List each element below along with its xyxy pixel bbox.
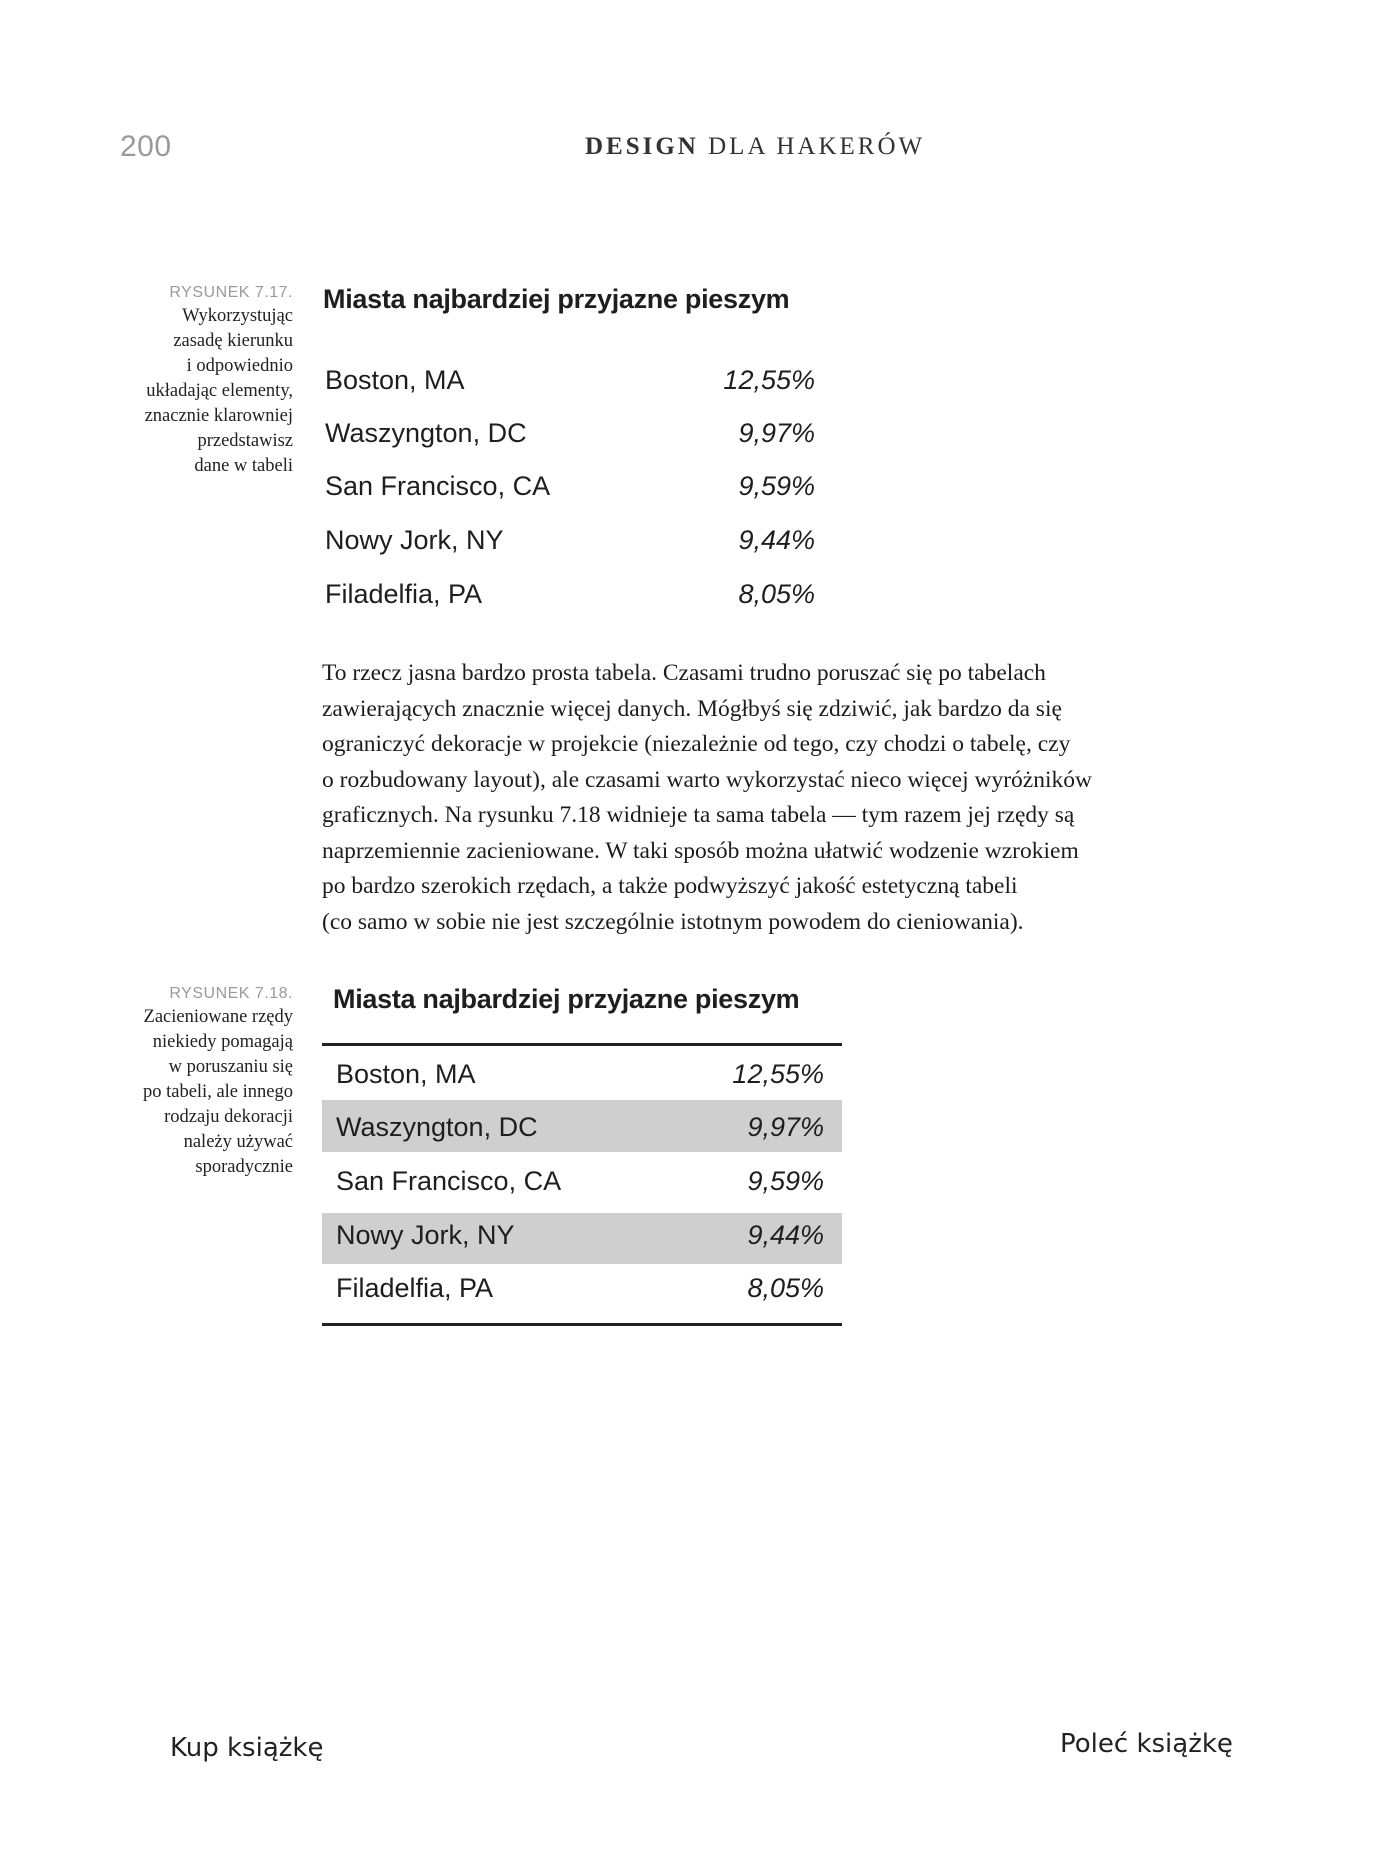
recommend-book-link[interactable]: Poleć książkę	[1060, 1729, 1233, 1759]
city-value: 9,44%	[738, 524, 815, 555]
caption-line: sporadycznie	[195, 1157, 293, 1177]
body-line: graficznych. Na rysunku 7.18 widnieje ta sama tabela — tym razem jej rzędy są	[322, 802, 1075, 828]
city-name: Boston, MA	[336, 1058, 476, 1089]
city-value: 9,44%	[747, 1219, 824, 1250]
figure-2-caption	[118, 983, 293, 1180]
caption-line: w poruszaniu się	[168, 1057, 293, 1077]
table-row	[325, 572, 815, 616]
table-row	[336, 1052, 824, 1096]
running-head-rest: DLA HAKERÓW	[698, 133, 926, 160]
city-name: Boston, MA	[325, 364, 465, 395]
figure-2-label: RYSUNEK 7.18.	[169, 985, 293, 1002]
table-row	[325, 518, 815, 562]
buy-book-link[interactable]: Kup książkę	[170, 1733, 324, 1763]
city-value: 8,05%	[738, 578, 815, 609]
table-bottom-rule	[322, 1323, 842, 1326]
figure-1-table-title: Miasta najbardziej przyjazne pieszym	[323, 284, 790, 314]
city-value: 12,55%	[732, 1058, 824, 1089]
body-line: ograniczyć dekoracje w projekcie (niezależnie od tego, czy chodzi o tabelę, czy	[322, 731, 1071, 757]
city-value: 12,55%	[723, 364, 815, 395]
city-name: Filadelfia, PA	[336, 1272, 494, 1303]
caption-line: przedstawisz	[197, 431, 293, 451]
figure-1-label: RYSUNEK 7.17.	[169, 284, 293, 301]
caption-line: i odpowiednio	[186, 356, 293, 376]
city-name: Nowy Jork, NY	[325, 524, 504, 555]
caption-line: Zacieniowane rzędy	[143, 1007, 293, 1027]
body-line: po bardzo szerokich rzędach, a także podwyższyć jakość estetyczną tabeli	[322, 873, 1018, 899]
table-top-rule	[322, 1043, 842, 1046]
city-name: Waszyngton, DC	[336, 1111, 538, 1142]
body-line: (co samo w sobie nie jest szczególnie istotnym powodem do cieniowania).	[322, 908, 1024, 935]
caption-line: należy używać	[183, 1132, 293, 1152]
city-value: 9,59%	[738, 470, 815, 501]
caption-line: dane w tabeli	[194, 456, 293, 476]
city-value: 9,97%	[747, 1111, 824, 1142]
body-line: o rozbudowany layout), ale czasami warto wykorzystać nieco więcej wyróżników	[322, 766, 1092, 793]
city-name: Nowy Jork, NY	[336, 1219, 515, 1250]
body-line: naprzemiennie zacieniowane. W taki sposób można ułatwić wodzenie wzrokiem	[322, 837, 1079, 864]
table-row	[325, 411, 815, 455]
city-name: San Francisco, CA	[336, 1165, 562, 1196]
body-line: zawierających znacznie więcej danych. Mógłbyś się zdziwić, jak bardzo da się	[322, 695, 1062, 722]
city-value: 9,59%	[747, 1165, 824, 1196]
table-row	[336, 1105, 824, 1149]
body-paragraph	[322, 656, 1192, 940]
city-value: 9,97%	[738, 417, 815, 448]
table-row	[325, 358, 815, 402]
caption-line: Wykorzystując	[182, 306, 293, 326]
city-name: Filadelfia, PA	[325, 578, 483, 609]
city-name: Waszyngton, DC	[325, 417, 527, 448]
table-row	[336, 1266, 824, 1310]
figure-2-table-title: Miasta najbardziej przyjazne pieszym	[333, 984, 800, 1014]
caption-line: zasadę kierunku	[173, 331, 293, 351]
page-number: 200	[120, 130, 172, 163]
caption-line: znacznie klarowniej	[144, 406, 293, 426]
caption-line: po tabeli, ale innego	[142, 1082, 293, 1102]
city-name: San Francisco, CA	[325, 470, 551, 501]
table-row	[325, 464, 815, 508]
body-line: To rzecz jasna bardzo prosta tabela. Czasami trudno poruszać się po tabelach	[322, 660, 1046, 686]
running-head-bold: DESIGN	[585, 133, 699, 160]
running-head	[585, 133, 925, 161]
figure-1-caption	[118, 282, 293, 479]
caption-line: układając elementy,	[146, 381, 293, 401]
caption-line: niekiedy pomagają	[152, 1032, 293, 1052]
table-row	[336, 1213, 824, 1257]
caption-line: rodzaju dekoracji	[164, 1107, 293, 1127]
city-value: 8,05%	[747, 1272, 824, 1303]
table-row	[336, 1159, 824, 1203]
